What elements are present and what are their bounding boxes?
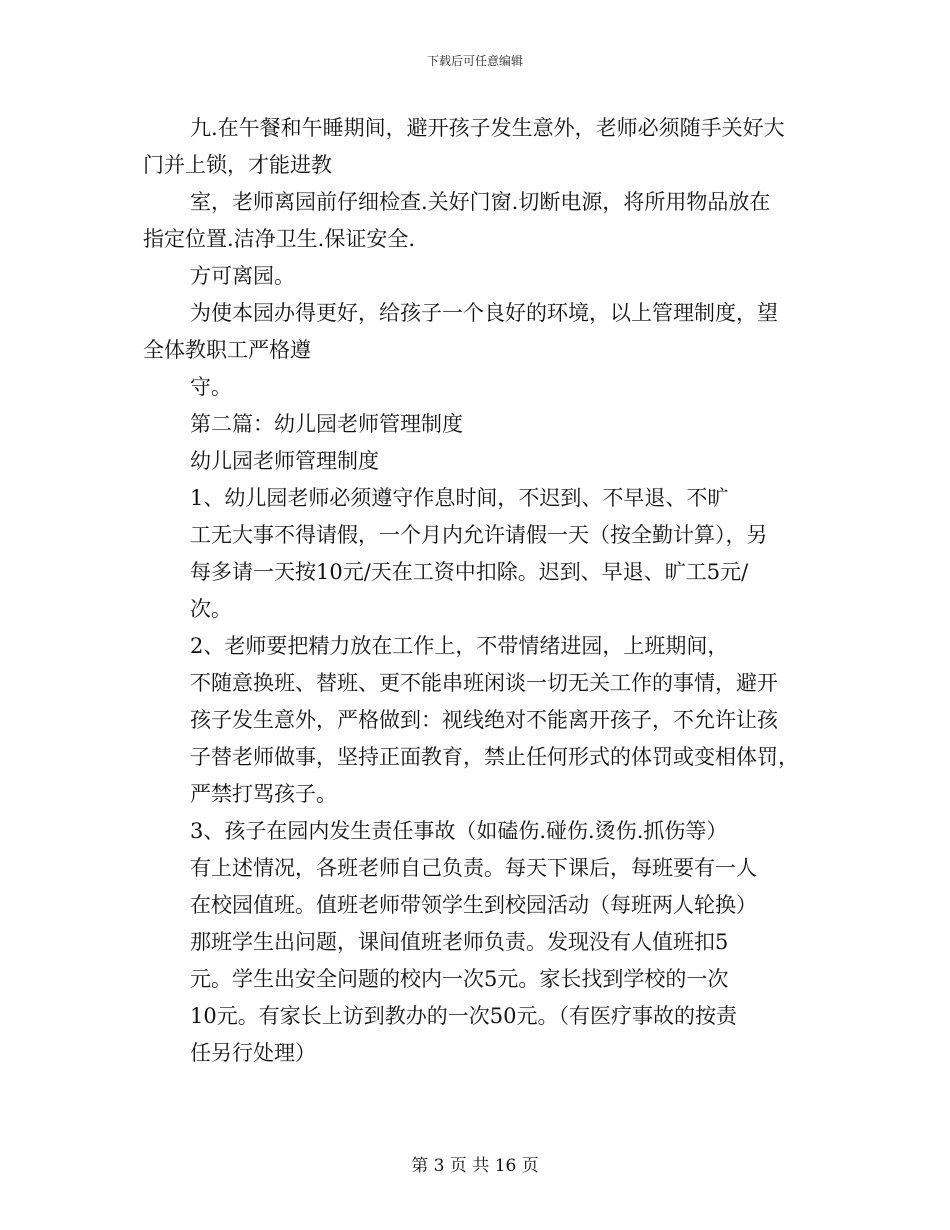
page-header-note: 下载后可任意编辑 [426,54,523,68]
text-line: 元。学生出安全问题的校内一次5元。家长找到学校的一次 [190,967,729,991]
text-line: 每多请一天按10元/天在工资中扣除。迟到、早退、旷工5元/ [190,560,749,584]
text-line: 为使本园办得更好，给孩子一个良好的环境，以上管理制度，望 [190,301,778,325]
text-line: 次。 [190,597,232,621]
page-number-indicator: 第 3 页 共 16 页 [411,1156,539,1176]
text-line: 1、幼儿园老师必须遵守作息时间，不迟到、不早退、不旷 [190,486,729,510]
text-line: 指定位置.洁净卫生.保证安全. [143,227,416,251]
text-line: 孩子发生意外，严格做到：视线绝对不能离开孩子，不允许让孩 [190,708,778,732]
text-line: 10元。有家长上访到教办的一次50元。（有医疗事故的按责 [190,1004,737,1028]
section-title: 幼儿园老师管理制度 [190,449,379,473]
section-heading: 第二篇：幼儿园老师管理制度 [190,412,463,436]
text-line: 任另行处理） [190,1041,316,1065]
text-line: 方可离园。 [190,264,295,288]
text-line: 工无大事不得请假，一个月内允许请假一天（按全勤计算），另 [190,523,768,547]
text-line: 2、老师要把精力放在工作上，不带情绪进园，上班期间， [190,634,729,658]
text-line: 守。 [190,375,232,399]
text-line: 九.在午餐和午睡期间，避开孩子发生意外，老师必须随手关好大 [190,116,785,140]
text-line: 全体教职工严格遵 [143,338,311,362]
text-line: 门并上锁，才能进教 [143,153,332,177]
text-line: 严禁打骂孩子。 [190,782,337,806]
text-line: 不随意换班、替班、更不能串班闲谈一切无关工作的事情，避开 [190,671,778,695]
text-line: 室，老师离园前仔细检查.关好门窗.切断电源，将所用物品放在 [190,190,771,214]
text-line: 有上述情况，各班老师自己负责。每天下课后，每班要有一人 [190,856,757,880]
text-line: 3、孩子在园内发生责任事故（如磕伤.碰伤.烫伤.抓伤等） [190,819,728,843]
text-line: 子替老师做事，坚持正面教育，禁止任何形式的体罚或变相体罚， [190,745,799,769]
text-line: 那班学生出问题，课间值班老师负责。发现没有人值班扣5 [190,930,729,954]
text-line: 在校园值班。值班老师带领学生到校园活动（每班两人轮换） [190,893,757,917]
